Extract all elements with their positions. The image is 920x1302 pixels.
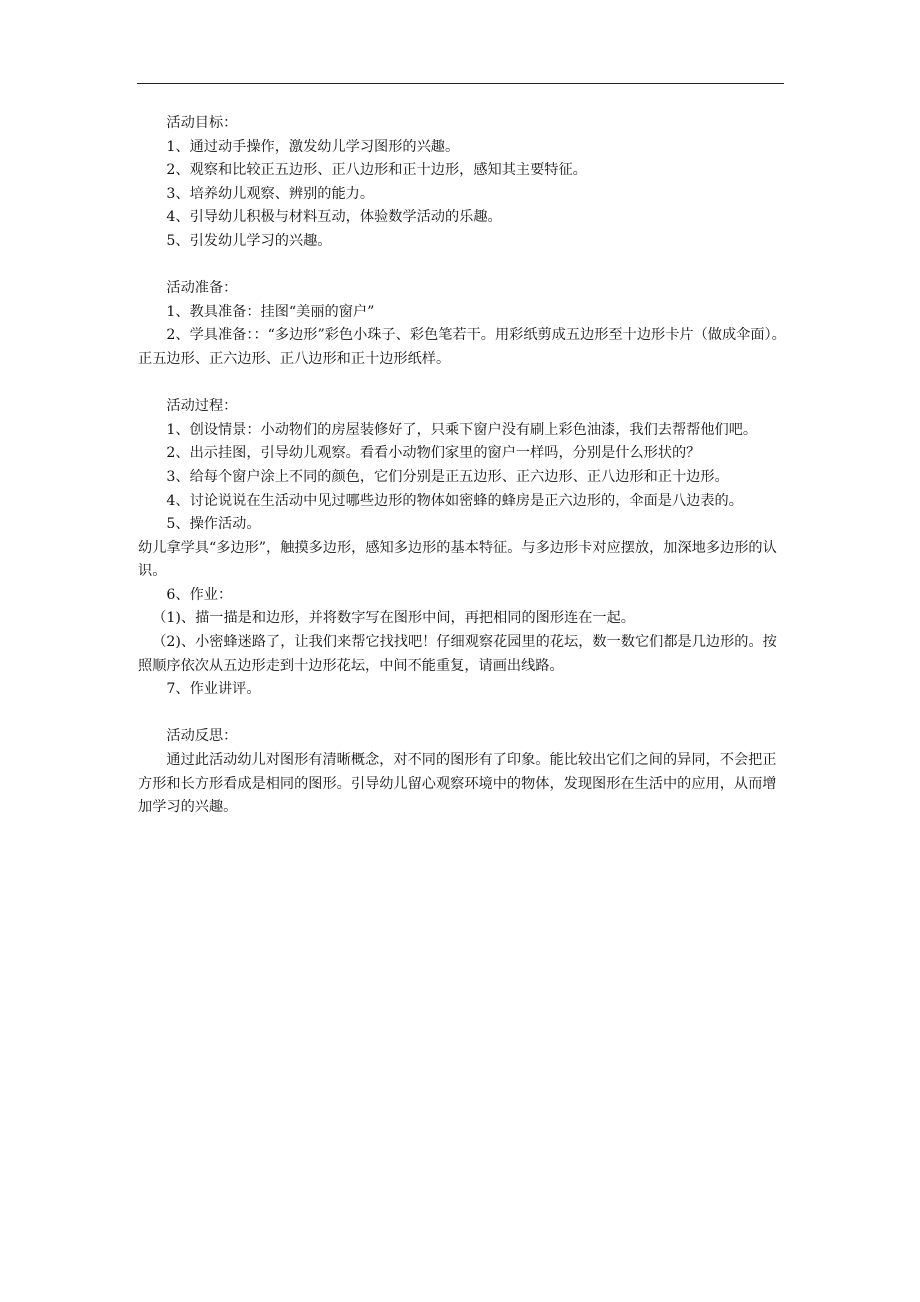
goals-item-3: 3、培养幼儿观察、辨别的能力。 [166, 185, 375, 202]
process-item-5: 5、操作活动。 [166, 516, 261, 533]
process-homework-2: （2)、小密蜂迷路了，让我们来帮它找找吧！仔细观察花园里的花坛，数一数它们都是几边形的。按照顺序依次从五边形走到十边形花坛，中间不能重复，请画出线路。 [138, 634, 777, 674]
reflection-section [138, 725, 788, 819]
preparation-section [138, 277, 788, 371]
process-item-2: 2、出示挂图，引导幼儿观察。看看小动物们家里的窗户一样吗，分别是什么形状的？ [166, 445, 701, 462]
reflection-body: 通过此活动幼儿对图形有清晰概念，对不同的图形有了印象。能比较出它们之间的异同，不会把正方形和长方形看成是相同的图形。引导幼儿留心观察环境中的物体，发现图形在生活中的应用，从而增加学习的兴趣。 [138, 752, 777, 816]
process-section [138, 395, 788, 702]
process-item-1: 1、创设情景：小动物们的房屋装修好了，只乘下窗户没有刷上彩色油漆，我们去帮帮他们吧。 [166, 421, 758, 438]
process-item-4: 4、讨论说说在生活动中见过哪些边形的物体如密蜂的蜂房是正六边形的，伞面是八边表的。 [166, 492, 743, 509]
goals-heading: 活动目标： [166, 115, 238, 131]
goals-item-4: 4、引导幼儿积极与材料互动，体验数学活动的乐趣。 [166, 209, 502, 226]
preparation-item-2: 2、学具准备：：“多边形”彩色小珠子、彩色笔若干。用彩纸剪成五边形至十边形卡片（做成伞面）。正五边形、正六边形、正八边形和正十边形纸样。 [138, 327, 786, 367]
process-item-7: 7、作业讲评。 [166, 681, 261, 698]
process-homework-1: （1)、描一描是和边形，并将数字写在图形中间，再把相同的图形连在一起。 [152, 610, 635, 627]
goals-section [138, 112, 788, 254]
process-item-3: 3、给每个窗户涂上不同的颜色，它们分别是正五边形、正六边形、正八边形和正十边形。 [166, 468, 729, 485]
goals-item-1: 1、通过动手操作，激发幼儿学习图形的兴趣。 [166, 138, 460, 155]
header-rule [137, 83, 784, 84]
process-heading: 活动过程： [166, 398, 238, 415]
preparation-heading: 活动准备： [166, 280, 238, 297]
reflection-heading: 活动反思： [166, 728, 238, 745]
section-gap [138, 702, 788, 726]
goals-item-5: 5、引发幼儿学习的兴趣。 [166, 232, 332, 249]
section-gap [138, 254, 788, 278]
section-gap [138, 372, 788, 396]
process-item-5-detail: 幼儿拿学具“多边形”，触摸多边形，感知多边形的基本特征。与多边形卡对应摆放，加深地多边形的认识。 [138, 539, 777, 580]
preparation-item-1: 1、教具准备：挂图“美丽的窗户” [166, 303, 375, 320]
goals-item-2: 2、观察和比较正五边形、正八边形和正十边形，感知其主要特征。 [166, 162, 587, 179]
document-body [138, 112, 788, 820]
process-item-6: 6、作业： [166, 586, 233, 603]
